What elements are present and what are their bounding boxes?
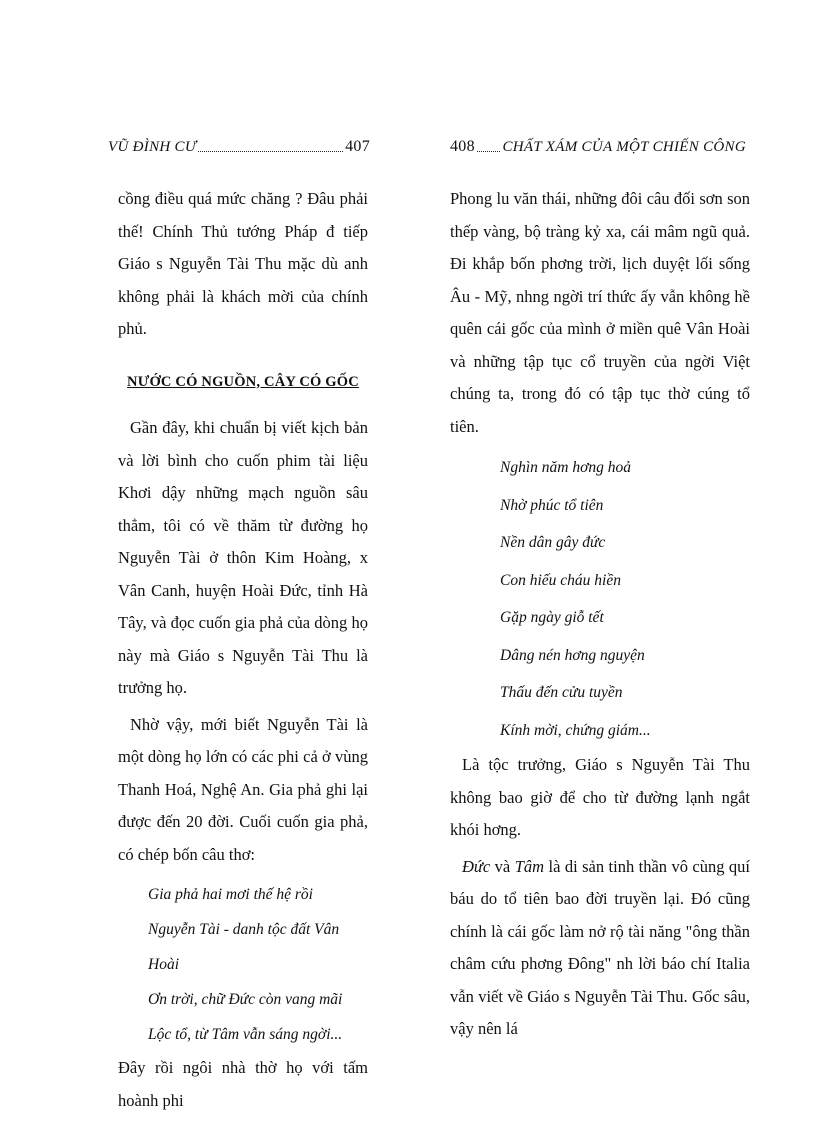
verse-line: Gia phả hai mơi thế hệ rồi — [148, 886, 313, 903]
verse-line: Nguyễn Tài - danh tộc đất Vân Hoài — [148, 921, 340, 973]
paragraph-text: và — [490, 856, 515, 876]
verse-block — [118, 877, 368, 1052]
section-heading: NƯỚC CÓ NGUỒN, CÂY CÓ GỐC — [127, 373, 359, 390]
running-head-title: CHẤT XÁM CỦA MỘT CHIẾN CÔNG — [502, 139, 746, 155]
page-number-left: 407 — [345, 138, 370, 155]
paragraph: Nhờ vậy, mới biết Nguyễn Tài là một dòng họ lớn có các phi cả ở vùng Thanh Hoá, Nghệ An. Gia phả ghi lại được đến 20 đời. Cuối cuốn gia phả, có chép bốn câu thơ: — [118, 714, 368, 864]
verse-block — [450, 449, 750, 749]
verse-line: Gặp ngày giỗ tết — [500, 609, 604, 626]
verse-line: Nhờ phúc tổ tiên — [500, 496, 604, 514]
paragraph-text: là di sản tinh thần vô cùng quí báu do tổ tiên bao đời truyền lại. Đó cũng chính là cái gốc làm nở rộ tài năng "ông thần châm cứu phơng Đông" nh lời báo chí Italia vẫn viết về Giáo s Nguyễn Tài Thu. Gốc sâu, vậy nên lá — [450, 856, 750, 1038]
verse-line: Nền dân gây đức — [500, 534, 606, 551]
running-head-author: VŨ ĐÌNH CƯ — [108, 139, 197, 155]
right-page-header — [450, 134, 746, 156]
left-page-header — [108, 134, 370, 156]
paragraph: Đây rồi ngôi nhà thờ họ với tấm hoành phi — [118, 1058, 368, 1110]
verse-line: Lộc tổ, từ Tâm vẫn sáng ngời... — [148, 1026, 343, 1043]
verse-line: Kính mời, chứng giám... — [500, 721, 651, 739]
verse-line: Dâng nén hơng nguyện — [500, 646, 645, 664]
paragraph: Là tộc trưởng, Giáo s Nguyễn Tài Thu không bao giờ để cho từ đường lạnh ngắt khói hơng. — [450, 755, 750, 839]
verse-line: Nghìn năm hơng hoả — [500, 459, 631, 476]
paragraph: Phong lu văn thái, những đôi câu đối sơn son thếp vàng, bộ tràng kỷ xa, cái mâm ngũ quả. Đi khắp bốn phơng trời, lịch duyệt lối sống Âu - Mỹ, nhng ngời trí thức ấy vẫn không hề quên cái gốc của mình ở miền quê Vân Hoài và những tập tục cổ truyền của ngời Việt chúng ta, trong đó có tập tục thờ cúng tổ tiên. — [450, 189, 750, 436]
verse-line: Con hiếu cháu hiền — [500, 571, 621, 589]
paragraph — [450, 851, 750, 1046]
emphasis-tam: Tâm — [514, 856, 545, 876]
header-dot-leader — [477, 150, 501, 152]
verse-line: Thấu đến cửu tuyền — [500, 684, 623, 701]
verse-line: Ơn trời, chữ Đức còn vang mãi — [148, 991, 343, 1008]
emphasis-duc: Đức — [462, 856, 491, 876]
right-page — [408, 0, 816, 1123]
intro-paragraph: cồng điều quá mức chăng ? Đâu phải thế! Chính Thủ tướng Pháp đ tiếp Giáo s Nguyễn Tài Thu mặc dù anh không phải là khách mời của chính phủ. — [118, 189, 368, 338]
paragraph: Gần đây, khi chuẩn bị viết kịch bản và lời bình cho cuốn phim tài liệu Khơi dậy những mạch nguồn sâu thẳm, tôi có về thăm từ đường họ Nguyễn Tài ở thôn Kim Hoàng, x Vân Canh, huyện Hoài Đức, tỉnh Hà Tây, và đọc cuốn gia phả của dòng họ này mà Giáo s Nguyễn Tài Thu là trưởng họ. — [118, 418, 368, 697]
right-page-body — [450, 183, 750, 1046]
left-page-body — [118, 183, 368, 1117]
page-number-right: 408 — [450, 138, 475, 155]
header-dot-leader — [198, 150, 343, 152]
